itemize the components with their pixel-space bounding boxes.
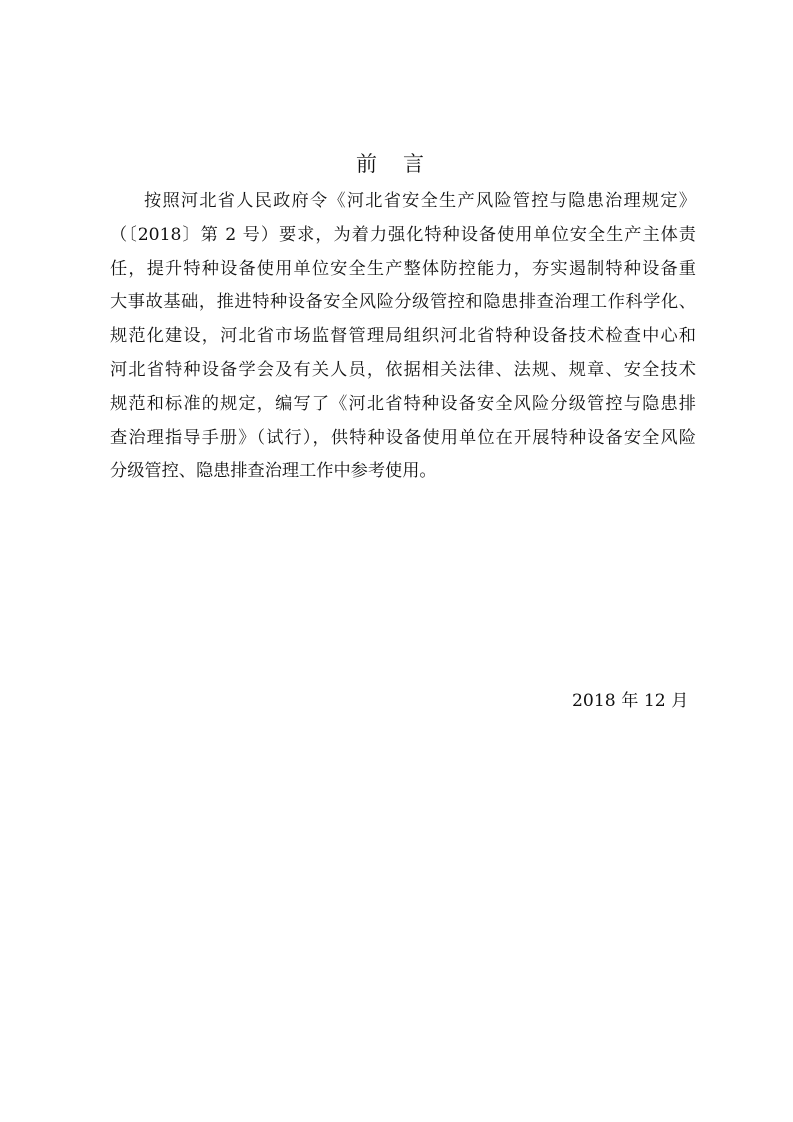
paragraph-line: 任，提升特种设备使用单位安全生产整体防控能力，夯实遏制特种设备重 xyxy=(110,258,696,279)
paragraph-line: 查治理指导手册》（试行），供特种设备使用单位在开展特种设备安全风险 xyxy=(110,427,696,448)
document-date: 2018 年 12 月 xyxy=(572,691,689,711)
paragraph-line: （〔2018〕第 2 号）要求，为着力强化特种设备使用单位安全生产主体责 xyxy=(110,224,696,245)
paragraph-line: 河北省特种设备学会及有关人员，依据相关法律、法规、规章、安全技术 xyxy=(110,359,696,380)
paragraph-line: 大事故基础，推进特种设备安全风险分级管控和隐患排查治理工作科学化、 xyxy=(110,292,696,313)
paragraph-line: 规范化建设，河北省市场监督管理局组织河北省特种设备技术检查中心和 xyxy=(110,326,696,347)
page-title: 前言 xyxy=(356,152,450,176)
paragraph-line: 分级管控、隐患排查治理工作中参考使用。 xyxy=(110,461,437,482)
paragraph-line: 规范和标准的规定，编写了《河北省特种设备安全风险分级管控与隐患排 xyxy=(110,393,696,414)
paragraph-line: 按照河北省人民政府令《河北省安全生产风险管控与隐患治理规定》 xyxy=(144,191,696,211)
preface-paragraph xyxy=(110,185,696,489)
